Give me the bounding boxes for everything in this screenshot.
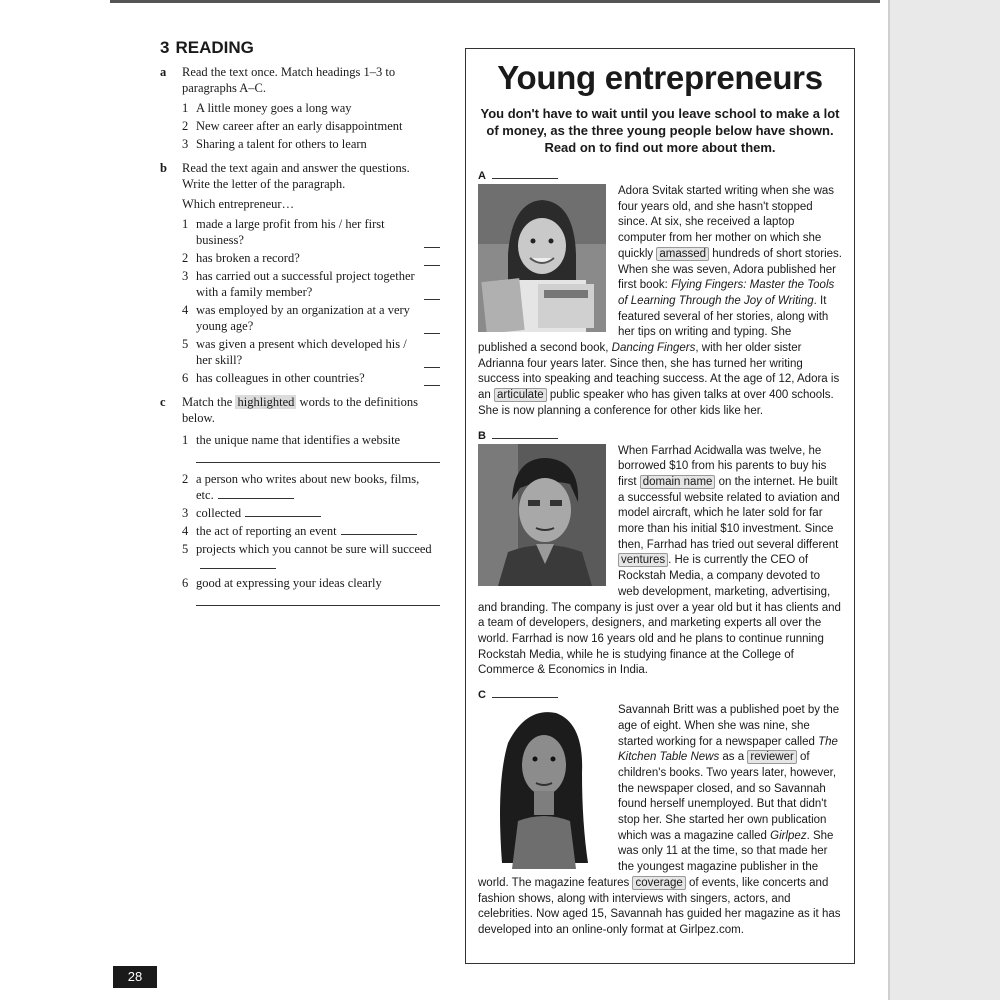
paragraph-text: . She was only 11 at the time, so that made her the youngest magazine publisher in the world. The magazine features: [478, 829, 834, 889]
paragraph-letter: C: [478, 689, 486, 702]
task-c: [160, 394, 440, 426]
item-text: has broken a record?: [196, 251, 300, 265]
item-number: 1: [182, 217, 189, 231]
paragraph-text: of events, like concerts and fashion shows, along with interviews with singers, actors, and celebrities. Now aged 15, Savannah has guided her magazine as it has developed into an online-only format at Girlpez.com.: [478, 876, 841, 936]
list-item: [182, 268, 440, 300]
publication-title: The Kitchen Table News: [618, 735, 838, 764]
answer-blank[interactable]: [424, 221, 440, 248]
item-number: 1: [182, 101, 189, 115]
task-a: [160, 64, 440, 96]
item-number: 4: [182, 303, 189, 317]
item-number: 2: [182, 472, 189, 486]
highlighted-word: domain name: [640, 475, 716, 489]
paragraph-text: Adora Svitak started writing when she was four years old, and she hasn't stopped since. At six, she received a laptop computer from her mother on which she quickly: [618, 185, 835, 260]
page-number: 28: [113, 966, 157, 988]
item-number: 6: [182, 576, 189, 590]
answer-line[interactable]: [196, 593, 440, 606]
task-letter: a: [160, 65, 167, 79]
publication-title: Girlpez: [770, 829, 807, 842]
paragraph-text: When Farrhad Acidwalla was twelve, he borrowed $10 from his parents to buy his first: [618, 444, 827, 488]
paragraph-label: [478, 428, 842, 442]
answer-blank[interactable]: [424, 251, 440, 266]
item-number: 2: [182, 251, 189, 265]
answer-blank[interactable]: [424, 371, 440, 386]
paragraph-text: . He is currently the CEO of Rockstah Media, a company devoted to web development, marketing, advertising, and branding. The company is just over a year old but it has clients and a team of developers, designers, and marketing experts all over the world. Farrhad is now 16 years old and he plans to continue running Rockstah Media, while he is studying finance at the College of Commerce & Economics in India.: [478, 554, 841, 677]
highlighted-word: amassed: [656, 247, 709, 261]
paragraph-c: [478, 703, 842, 939]
list-item: [182, 505, 440, 521]
list-item: [182, 136, 440, 152]
article-intro: You don't have to wait until you leave school to make a lot of money, as the three young people below have shown. Read on to find out more about them.: [480, 106, 840, 155]
paragraph-text: of children's books. Two years later, however, the newspaper closed, and so Savannah found herself unemployed. But that didn't stop her. She started her own publication which was a magazine called: [618, 751, 837, 842]
paragraph-text: hundreds of short stories. When she was seven, Adora published her first book:: [618, 247, 842, 292]
paragraph-text: on the internet. He built a successful website related to aviation and model aircraft, which he later sold for far more than his initial $10 investment. Since then, Farrhad has tried out several different: [618, 475, 840, 551]
answer-line[interactable]: [200, 557, 276, 569]
item-number: 2: [182, 119, 189, 133]
instruction-text: words to the definitions below.: [182, 395, 418, 425]
task-c-items: [182, 432, 440, 606]
book-title: Flying Fingers: Master the Tools of Learning Through the Joy of Writing: [618, 279, 835, 307]
list-item: [182, 302, 440, 334]
girl-with-book-photo: [478, 184, 606, 332]
article-title: Young entrepreneurs: [497, 59, 823, 96]
item-text: Sharing a talent for others to learn: [196, 137, 367, 151]
highlighted-word: coverage: [632, 876, 685, 890]
item-number: 3: [182, 137, 189, 151]
item-text: New career after an early disappointment: [196, 119, 403, 133]
item-number: 5: [182, 337, 189, 351]
highlighted-word: articulate: [494, 388, 547, 402]
answer-blank[interactable]: [424, 273, 440, 300]
heading-answer-line[interactable]: [492, 687, 558, 698]
task-lead: Which entrepreneur…: [182, 197, 295, 211]
list-item: [182, 216, 440, 248]
list-item: [182, 336, 440, 368]
task-letter: c: [160, 395, 166, 409]
heading-answer-line[interactable]: [492, 168, 558, 179]
answer-line[interactable]: [341, 523, 417, 535]
list-item: [182, 250, 440, 266]
page-edge: [888, 0, 1000, 1000]
item-text: collected: [196, 506, 242, 520]
item-text: a person who writes about new books, films, etc.: [196, 472, 420, 502]
article-box: [465, 48, 855, 964]
list-item: [182, 523, 440, 539]
exercise-column: [160, 40, 440, 608]
item-number: 3: [182, 269, 189, 283]
paragraph-label: [478, 687, 842, 701]
task-instruction: Read the text again and answer the questions. Write the letter of the paragraph.: [182, 161, 410, 191]
item-text: the act of reporting an event: [196, 524, 337, 538]
paragraph-b: [478, 444, 842, 680]
answer-line[interactable]: [196, 450, 440, 463]
answer-line[interactable]: [218, 487, 294, 499]
list-item: [182, 100, 440, 116]
highlighted-word: reviewer: [747, 750, 796, 764]
list-item: [182, 541, 440, 573]
paragraph-a: [478, 184, 842, 420]
task-b-items: [182, 216, 440, 386]
item-text: has colleagues in other countries?: [196, 371, 365, 385]
list-item: [182, 432, 440, 469]
task-instruction: Read the text once. Match headings 1–3 to paragraphs A–C.: [182, 65, 396, 95]
boy-portrait-photo: [478, 444, 606, 586]
highlighted-word: ventures: [618, 553, 668, 567]
paragraph-letter: B: [478, 429, 486, 442]
answer-blank[interactable]: [424, 307, 440, 334]
task-a-items: [182, 100, 440, 152]
paragraph-text: . It featured several of her stories, along with her tips on writing and typing. She published a second book,: [478, 294, 829, 355]
item-number: 1: [182, 433, 189, 447]
young-woman-portrait-photo: [478, 703, 606, 869]
list-item: [182, 118, 440, 134]
highlighted-word: highlighted: [237, 395, 295, 409]
section-title: READING: [175, 38, 254, 57]
item-text: good at expressing your ideas clearly: [196, 576, 382, 590]
paragraph-text: , with her older sister Adrianna four years later. Since then, she has turned her writing success into speaking and teaching success. At the age of 12, Adora is an: [478, 342, 840, 402]
paragraph-text: as a: [719, 751, 748, 764]
list-item: [182, 370, 440, 386]
answer-blank[interactable]: [424, 341, 440, 368]
task-instruction: [182, 394, 440, 426]
paragraph-text: public speaker who has given talks at over 400 schools. She is now planning a conference for other kids like her.: [478, 389, 834, 417]
answer-line[interactable]: [245, 505, 321, 517]
section-heading: [160, 40, 440, 56]
item-text: was employed by an organization at a very young age?: [196, 303, 410, 333]
item-number: 3: [182, 506, 189, 520]
section-number: 3: [160, 38, 170, 57]
task-b: [160, 160, 440, 192]
book-title: Dancing Fingers: [611, 342, 696, 355]
item-text: was given a present which developed his / her skill?: [196, 337, 407, 367]
item-text: made a large profit from his / her first business?: [196, 217, 385, 247]
item-text: projects which you cannot be sure will succeed: [196, 542, 432, 556]
item-number: 6: [182, 371, 189, 385]
item-number: 5: [182, 542, 189, 556]
paragraph-label: [478, 168, 842, 182]
top-rule: [110, 0, 880, 3]
instruction-text: Match the: [182, 395, 236, 409]
heading-answer-line[interactable]: [492, 428, 558, 439]
list-item: [182, 575, 440, 606]
list-item: [182, 471, 440, 503]
item-number: 4: [182, 524, 189, 538]
item-text: the unique name that identifies a website: [196, 433, 401, 447]
paragraph-text: Savannah Britt was a published poet by the age of eight. When she was nine, she started working for a newspaper called: [618, 704, 840, 748]
item-text: has carried out a successful project together with a family member?: [196, 269, 415, 299]
item-text: A little money goes a long way: [196, 101, 352, 115]
task-letter: b: [160, 161, 167, 175]
paragraph-letter: A: [478, 170, 486, 182]
